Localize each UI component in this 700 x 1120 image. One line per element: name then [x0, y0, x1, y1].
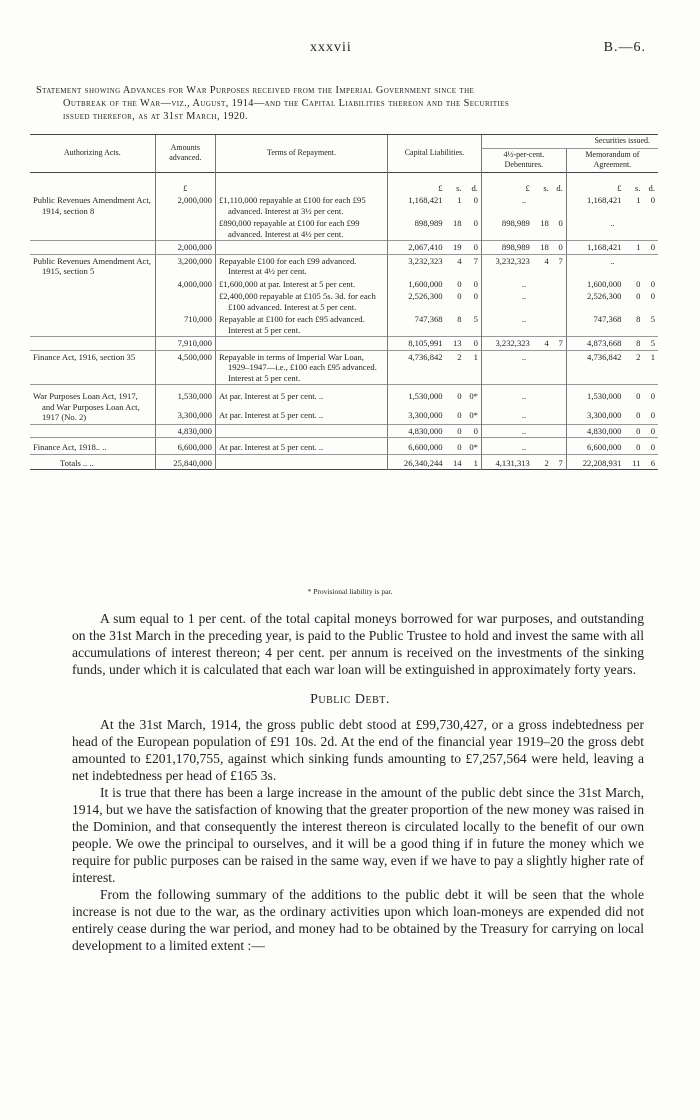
table-header-row: [30, 135, 658, 149]
repayment-terms: At par. Interest at 5 per cent. ..: [215, 404, 387, 424]
repayment-terms: £890,000 repayable at £100 for each £99 advanced. Interest at 4½ per cent.: [215, 217, 387, 241]
totals-row: Totals .. .. 25,840,000 26,340,244 14 1 4,131,313 2 7 22,208,931 11 6: [30, 454, 658, 470]
amount-advanced: 3,300,000: [155, 404, 215, 424]
repayment-terms: £2,400,000 repayable at £105 5s. 3d. for each £100 advanced. Interest at 5 per cent.: [215, 290, 387, 313]
amount-advanced: 2,000,000: [155, 194, 215, 241]
repayment-terms: At par. Interest at 5 per cent. ..: [215, 438, 387, 455]
units-row: £ £ s. d. £ s. d. £ s. d.: [30, 172, 658, 194]
header-capital: Capital Liabilities.: [388, 135, 482, 173]
header-acts: Authorizing Acts.: [30, 135, 155, 173]
repayment-terms: £1,600,000 at par. Interest at 5 per cent.: [215, 278, 387, 291]
subtotal-row: 4,830,000 4,830,000 0 0 .. 4,830,000 0 0: [30, 424, 658, 438]
table-row: Public Revenues Amendment Act, 1915, section 5 3,200,000 Repayable £100 for each £99 advanced. Interest at 4½ per cent. 3,232,323 4 7 3,232,323 4 7 ..: [30, 254, 658, 278]
paragraph-increase: It is true that there has been a large increase in the amount of the public debt since the 31st March, 1914, but we have the satisfaction of knowing that the greater proportion of the new money was raised in the Dominion, and that consequently the interest thereon is circulated locally to the benefit of our own people. We owe the principal to ourselves, and it will be a good thing if in future the money which we require for public purposes can be raised in the same way, even if we have to pay a slightly higher rate of interest.: [72, 785, 644, 885]
totals-label: Totals .. ..: [60, 457, 94, 468]
repayment-terms: £1,110,000 repayable at £100 for each £95 advanced. Interest at 3½ per cent.: [215, 194, 387, 217]
paragraph-gross-debt: At the 31st March, 1914, the gross public debt stood at £99,730,427, or a gross indebtedness per head of the European population of £91 10s. 2d. At the end of the financial year 1919–20 the gross debt amounted to £201,170,755, against which sinking funds amounting to £7,257,564 were held, leaving a net indebtedness per head of £165 3s.: [72, 717, 644, 783]
header-memorandum: Memorandum of Agreement.: [566, 148, 658, 172]
table-row: Finance Act, 1918.. .. 6,600,000 At par. Interest at 5 per cent. .. 6,600,000 0 0* .. 6,600,000 0 0: [30, 438, 658, 455]
amount-advanced: 4,500,000: [155, 350, 215, 385]
subtotal-row: 2,000,000 2,067,410 19 0 898,989 18 0 1,168,421 1 0: [30, 241, 658, 255]
act-name: Public Revenues Amendment Act, 1915, section 5: [33, 255, 151, 276]
statement-title: [36, 84, 668, 123]
document-reference: B.—6.: [603, 40, 646, 55]
repayment-terms: Repayable at £100 for each £95 advanced. Interest at 5 per cent.: [215, 313, 387, 337]
header-securities: Securities issued.: [481, 135, 658, 149]
repayment-terms: Repayable £100 for each £99 advanced. Interest at 4½ per cent.: [215, 254, 387, 278]
paragraph-summary: From the following summary of the additions to the public debt it will be seen that the whole increase is not due to the war, as the ordinary activities upon which loan-moneys are expended did not entirely cease during the war period, and money had to be obtained by the Treasury for carrying on local development to a limited extent :—: [72, 887, 644, 953]
table-row: Public Revenues Amendment Act, 1914, section 8 2,000,000 £1,110,000 repayable at £100 for each £95 advanced. Interest at 3½ per cent. 1,168,421 1 0 .. 1,168,421 1 0: [30, 194, 658, 217]
page-number: xxxvii: [310, 40, 352, 55]
table-row: Finance Act, 1916, section 35 4,500,000 Repayable in terms of Imperial War Loan, 1929–1947—i.e., £100 each £95 advanced. Interest at 5 per cent. 4,736,842 2 1 .. 4,736,842 2 1: [30, 350, 658, 385]
amount-advanced: 6,600,000: [155, 438, 215, 455]
header-terms: Terms of Repayment.: [215, 135, 387, 173]
table-row: £890,000 repayable at £100 for each £99 advanced. Interest at 4½ per cent. 898,989 18 0 898,989 18 0 ..: [30, 217, 658, 241]
page-header: [0, 40, 700, 60]
act-name: Public Revenues Amendment Act, 1914, section 8: [33, 195, 151, 216]
table-row: £2,400,000 repayable at £105 5s. 3d. for each £100 advanced. Interest at 5 per cent. 2,526,300 0 0 .. 2,526,300 0 0: [30, 290, 658, 313]
title-line-1: Statement showing Advances for War Purposes received from the Imperial Government since the: [36, 85, 475, 96]
table-footnote: * Provisional liability is par.: [307, 587, 393, 596]
act-name: Finance Act, 1918.. ..: [33, 442, 107, 452]
header-debentures: 4½-per-cent. Debentures.: [481, 148, 566, 172]
title-line-2: Outbreak of the War—viz., August, 1914—and the Capital Liabilities thereon and the Securities: [63, 98, 510, 109]
war-advances-table: [30, 134, 658, 470]
act-name: War Purposes Loan Act, 1917, and War Purposes Loan Act, 1917 (No. 2): [33, 391, 140, 422]
subtotal-row: 7,910,000 8,105,991 13 0 3,232,323 4 7 4,873,668 8 5: [30, 337, 658, 351]
repayment-terms: Repayable in terms of Imperial War Loan, 1929–1947—i.e., £100 each £95 advanced. Interest at 5 per cent.: [215, 350, 387, 385]
amount-advanced: 4,000,000: [155, 278, 215, 314]
header-amounts: Amounts advanced.: [155, 135, 215, 173]
act-name: Finance Act, 1916, section 35: [33, 351, 136, 362]
amount-advanced: 1,530,000: [155, 385, 215, 405]
table-row: 710,000 Repayable at £100 for each £95 advanced. Interest at 5 per cent. 747,368 8 5 .. 747,368 8 5: [30, 313, 658, 337]
repayment-terms: At par. Interest at 5 per cent. ..: [215, 385, 387, 405]
table-row: 4,000,000 £1,600,000 at par. Interest at 5 per cent. 1,600,000 0 0 .. 1,600,000 0 0: [30, 278, 658, 291]
table-row: 3,300,000 At par. Interest at 5 per cent. .. 3,300,000 0 0* .. 3,300,000 0 0: [30, 404, 658, 424]
public-debt-text: [72, 716, 644, 954]
table-row: War Purposes Loan Act, 1917, and War Purposes Loan Act, 1917 (No. 2) 1,530,000 At par. Interest at 5 per cent. .. 1,530,000 0 0* .. 1,530,000 0 0: [30, 385, 658, 405]
amount-advanced: 710,000: [155, 313, 215, 337]
title-line-3: issued therefor, as at 31st March, 1920.: [63, 111, 249, 122]
section-heading: Public Debt.: [310, 692, 390, 707]
amount-advanced: 3,200,000: [155, 254, 215, 278]
paragraph-sinking-funds: A sum equal to 1 per cent. of the total capital moneys borrowed for war purposes, and outstanding on the 31st March in the preceding year, is paid to the Public Trustee to hold and invest the same with all accumulations of interest thereon; 4 per cent. per annum is received on the investments of the sinking funds, under which it is calculated that each war loan will be extinguished in approximately forty years.: [72, 611, 644, 677]
